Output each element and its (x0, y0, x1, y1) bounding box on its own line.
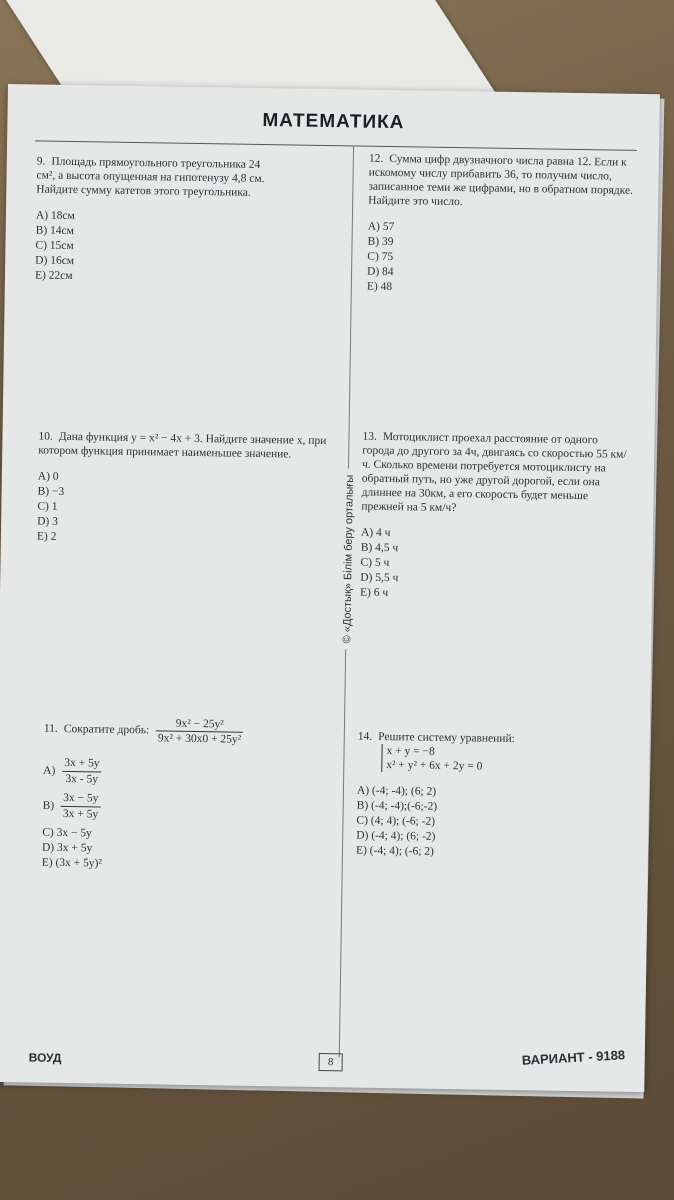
question-12 (367, 152, 639, 299)
option[interactable]: C) 5 ч (360, 556, 390, 570)
option[interactable]: C) 1 (37, 500, 58, 513)
option[interactable]: D) 3x + 5y (41, 841, 93, 855)
option[interactable]: D) 84 (367, 265, 394, 279)
option[interactable]: D) 5,5 ч (360, 571, 399, 585)
question-9 (35, 154, 277, 287)
option[interactable]: E) (3x + 5y)² (41, 856, 102, 870)
option[interactable]: C) 75 (367, 250, 394, 264)
variant-label: ВАРИАНТ - 9188 (521, 1047, 626, 1068)
option[interactable]: A) 18см (35, 209, 75, 223)
option[interactable]: A) 0 (37, 470, 59, 483)
question-12-stem: 12. Сумма цифр двузначного числа равна 12. Если к искомому числу прибавить 36, то получим число, записанное теми же цифрами, но в обратном порядке. Найдите это число. (368, 152, 634, 209)
option[interactable]: D) (-4; 4); (6; -2) (356, 829, 436, 843)
test-page (0, 84, 660, 1092)
question-11-options (42, 756, 334, 876)
option[interactable]: B) (-4; -4);(-6;-2) (356, 799, 438, 813)
question-13-options (360, 526, 631, 605)
equation-system: x + y = −8 x² + y² + 6x + 2y = 0 (381, 744, 483, 774)
page-title: МАТЕМАТИКА (262, 110, 405, 134)
option[interactable]: C) (4; 4); (-6; -2) (356, 814, 436, 828)
question-14-stem: 14. Решите систему уравнений: (357, 730, 515, 746)
question-14 (356, 730, 628, 863)
option[interactable]: B) 14см (35, 224, 75, 238)
option[interactable]: E) 22см (34, 269, 73, 283)
question-10-stem: 10. Дана функция y = x² − 4x + 3. Найдите значение x, при котором функция принимает наименьшее значение. (38, 430, 327, 461)
question-13-stem: 13. Мотоциклист проехал расстояние от одного города до другого за 4ч, двигаясь со скоростью 55 км/ч. Сколько времени потребуется мотоциклисту на обратный путь, но уже другой дорогой, если она длиннее на 30км, а его скорость будет меньше прежней на 5 км/ч? (361, 430, 627, 515)
header-rule (35, 140, 637, 150)
publisher-label: © «Достық» Білім беру орталығы (339, 469, 358, 650)
footer-brand: ВОУД (28, 1050, 62, 1065)
question-11-stem: 11. Сократите дробь: $\frac{\text{9x² − 25y²}}{\text{9x² + 30x0 + 25y²}}$ (44, 715, 334, 749)
option[interactable]: B) $\frac{3x - 5y}{3x + 5y}$ (42, 791, 332, 827)
question-12-options (367, 220, 638, 299)
option[interactable]: D) 16см (35, 254, 75, 268)
page-number: 8 (319, 1053, 343, 1071)
option[interactable]: C) 15см (35, 239, 74, 253)
option[interactable]: A) 57 (367, 220, 395, 234)
question-9-stem: 9. Площадь прямоугольного треугольника 24 см², а высота опущенная на гипотенузу 4,8 см. Найдите сумму катетов этого треугольника. (36, 155, 265, 199)
question-13 (360, 430, 633, 605)
option[interactable]: B) 39 (367, 235, 394, 249)
option[interactable]: A) $\frac{3x + 5y}{3x - 5y}$ (43, 756, 333, 792)
option[interactable]: A) (-4; -4); (6; 2) (356, 784, 437, 798)
option[interactable]: D) 3 (37, 515, 58, 528)
question-11 (42, 715, 334, 876)
question-10-options (37, 470, 338, 550)
option[interactable]: C) 3x − 5y (42, 826, 92, 840)
option[interactable]: B) −3 (37, 485, 65, 498)
option[interactable]: E) 48 (366, 280, 393, 294)
question-11-fraction: $\frac{\text{9x² − 25y²}}{\text{9x² + 30x0 + 25y²}}$ (156, 716, 244, 746)
option[interactable]: E) (-4; 4); (-6; 2) (355, 844, 435, 858)
option[interactable]: E) 2 (36, 530, 57, 543)
question-10 (37, 430, 339, 550)
question-9-options (35, 208, 276, 287)
question-14-options (356, 784, 627, 863)
option[interactable]: A) 4 ч (360, 526, 391, 540)
option[interactable]: B) 4,5 ч (360, 541, 399, 555)
option[interactable]: E) 6 ч (359, 586, 389, 600)
